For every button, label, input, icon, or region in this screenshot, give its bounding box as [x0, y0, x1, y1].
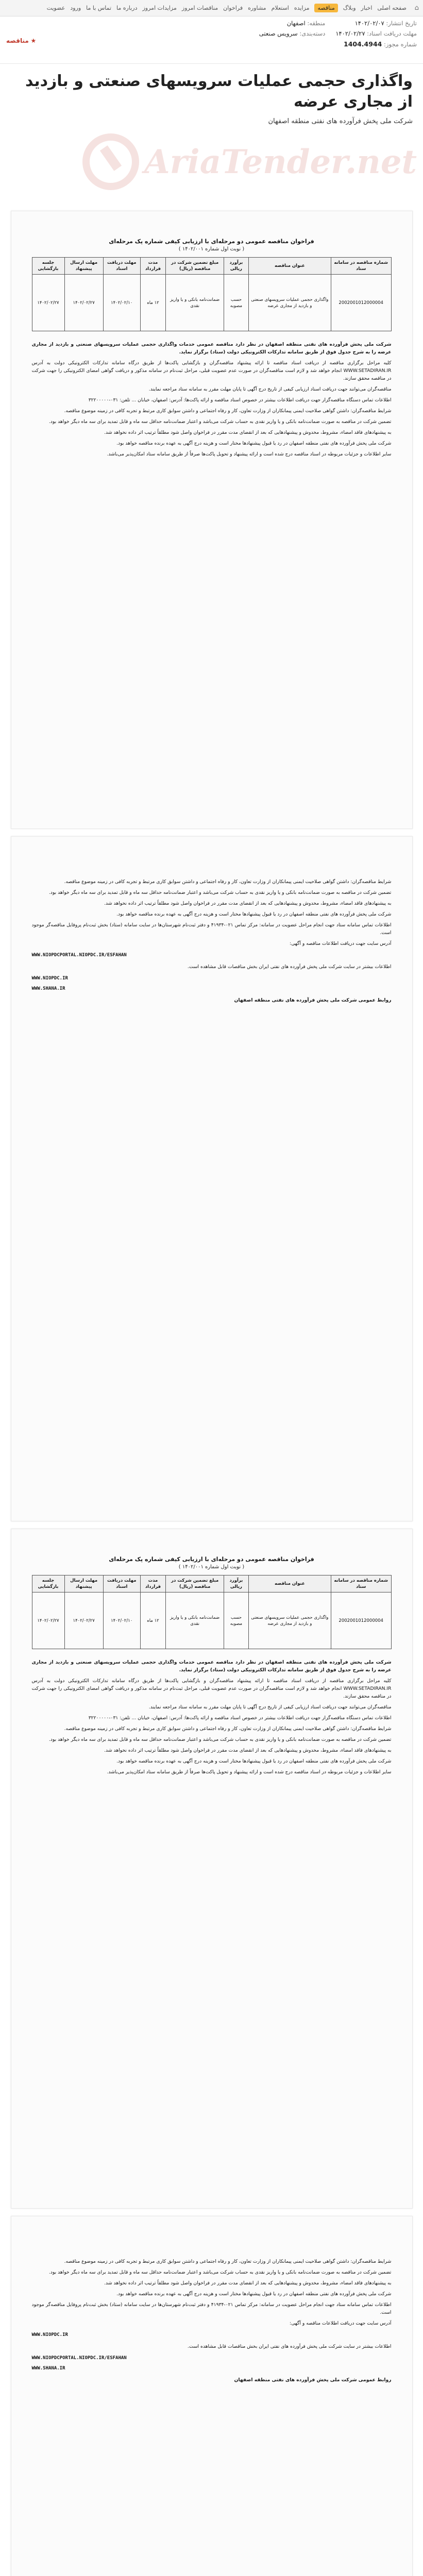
info-col-status — [6, 20, 36, 60]
table-cell: ضمانت‌نامه بانکی و یا واریز نقدی — [166, 275, 224, 331]
nav-item-news[interactable]: اخبار — [361, 5, 373, 11]
watermark — [82, 133, 417, 190]
watermark-text: AriaTender.net — [144, 142, 417, 181]
table-cell: 2002001012000004 — [331, 1592, 391, 1649]
table-header-row — [32, 258, 391, 275]
table-header: مدت قرارداد — [140, 258, 166, 275]
nav-item-today-auctions[interactable]: مزایدات امروز — [142, 5, 177, 11]
info-col-category — [259, 20, 326, 60]
doc-paragraph: سایر اطلاعات و جزئیات مربوطه در اسناد مناقصه درج شده است و ارائه پیشنهاد و تحویل پاکت‌ها صرفاً از طریق سامانه ستاد امکان‌پذیر می‌باشد. — [107, 1769, 392, 1775]
doc-paragraph: سایر اطلاعات و جزئیات مربوطه در اسناد مناقصه درج شده است و ارائه پیشنهاد و تحویل پاکت‌ها صرفاً از طریق سامانه ستاد امکان‌پذیر می‌باشد. — [107, 451, 392, 457]
deadline-label: مهلت دریافت اسناد: — [367, 30, 417, 37]
table-header: جلسه بازگشایی — [32, 1575, 64, 1592]
table-row — [32, 1592, 391, 1649]
doc-paragraph: مناقصه‌گران می‌توانند جهت دریافت اسناد ارزیابی کیفی از تاریخ درج آگهی تا پایان مهلت مقرر به سامانه ستاد مراجعه نمایند. — [148, 386, 392, 392]
nav-item-home[interactable]: صفحه اصلی — [377, 5, 407, 11]
nav-item-contact[interactable]: تماس با ما — [86, 5, 112, 11]
doc-paragraph: شرکت ملی پخش فرآورده های نفتی منطقه اصفهان در رد یا قبول پیشنهادها مختار است و هزینه درج آگهی به عهده برنده مناقصه خواهد بود. — [116, 911, 392, 917]
doc-link[interactable]: WWW.NIOPDCPORTAL.NIOPDC.IR/ESFAHAN — [31, 953, 127, 958]
table-header: عنوان مناقصه — [248, 1575, 331, 1592]
nav-item-consult[interactable]: مشاوره — [248, 5, 266, 11]
table-cell: حسب مصوبه — [224, 275, 249, 331]
table-header: مدت قرارداد — [140, 1575, 166, 1592]
table-header: برآورد ریالی — [224, 258, 249, 275]
tender-number: 1404.4944 — [344, 40, 382, 48]
page-title: واگذاری حجمی عملیات سرویسهای صنعتی و بازدید از مجاری عرضه — [25, 72, 413, 111]
doc-paragraph: اطلاعات تماس دستگاه مناقصه‌گزار جهت دریافت اطلاعات بیشتر در خصوص اسناد مناقصه و ارائه پاکت‌ها: آدرس: اصفهان، خیابان ... تلفن: ۰۳۱-۳۲۲۰۰۰۰۰ — [88, 397, 392, 403]
doc-paragraph: تضمین شرکت در مناقصه به صورت ضمانت‌نامه بانکی و یا واریز نقدی به حساب شرکت می‌باشد و اعتبار ضمانت‌نامه حداقل سه ماه و قابل تمدید برای سه ماه دیگر خواهد بود. — [48, 1737, 392, 1742]
nav-item-inquiry[interactable]: استعلام — [271, 5, 289, 11]
table-cell: ضمانت‌نامه بانکی و یا واریز نقدی — [166, 1592, 224, 1649]
nav-item-register[interactable]: عضویت — [46, 5, 65, 11]
doc-paragraph: به پیشنهادهای فاقد امضاء، مشروط، مخدوش و پیشنهادهایی که بعد از انقضای مدت مقرر در فراخوان واصل شود مطلقاً ترتیب اثر داده نخواهد شد. — [104, 430, 392, 435]
publish-date: ۱۴۰۲/۰۲/۰۷ — [354, 20, 384, 27]
table-cell: واگذاری حجمی عملیات سرویسهای صنعتی و بازدید از مجاری عرضه — [248, 1592, 331, 1649]
doc-body — [32, 878, 392, 1004]
doc-link[interactable]: WWW.NIOPDC.IR — [31, 2332, 68, 2337]
watermark-area — [0, 128, 423, 206]
doc-paragraph: کلیه مراحل برگزاری مناقصه از دریافت اسناد مناقصه تا ارائه پیشنهاد مناقصه‌گران و بازگشایی پاکت‌ها از طریق درگاه سامانه تدارکات الکترونیکی دولت به آدرس WWW.SETADIRAN.IR انجام خواهد شد و لازم است مناقصه‌گران در صورت عدم عضویت قبلی، مراحل ثبت‌نام در سامانه مذکور و دریافت گواهی امضای الکترونیکی را جهت شرکت در مناقصه محقق سازند. — [31, 1678, 392, 1699]
doc-paragraph: آدرس سایت جهت دریافت اطلاعات مناقصه و آگهی: — [290, 941, 392, 946]
doc-link[interactable]: WWW.NIOPDC.IR — [31, 976, 68, 981]
table-header: مهلت دریافت اسناد — [103, 258, 140, 275]
nav-item-about[interactable]: درباره ما — [116, 5, 138, 11]
table-cell: ۱۲ ماه — [140, 275, 166, 331]
doc-paragraph: مناقصه‌گران می‌توانند جهت دریافت اسناد ارزیابی کیفی از تاریخ درج آگهی تا پایان مهلت مقرر به سامانه ستاد مراجعه نمایند. — [148, 1704, 392, 1710]
table-header: عنوان مناقصه — [248, 258, 331, 275]
doc-paragraph: تضمین شرکت در مناقصه به صورت ضمانت‌نامه بانکی و یا واریز نقدی به حساب شرکت می‌باشد و اعتبار ضمانت‌نامه حداقل سه ماه و قابل تمدید برای سه ماه دیگر خواهد بود. — [48, 419, 392, 425]
doc-paragraph: کلیه مراحل برگزاری مناقصه از دریافت اسناد مناقصه تا ارائه پیشنهاد مناقصه‌گران و بازگشایی پاکت‌ها از طریق درگاه سامانه تدارکات الکترونیکی دولت به آدرس WWW.SETADIRAN.IR انجام خواهد شد و لازم است مناقصه‌گران در صورت عدم عضویت قبلی، مراحل ثبت‌نام در سامانه مذکور و دریافت گواهی امضای الکترونیکی را جهت شرکت در مناقصه محقق سازند. — [31, 360, 392, 381]
table-header: مبلغ تضمین شرکت در مناقصه (ریال) — [166, 258, 224, 275]
page-subtitle: شرکت ملی پخش فرآورده های نفتی منطقه اصفهان — [268, 117, 413, 125]
document-page-1 — [11, 211, 413, 829]
doc-paragraph: تضمین شرکت در مناقصه به صورت ضمانت‌نامه بانکی و یا واریز نقدی به حساب شرکت می‌باشد و اعتبار ضمانت‌نامه حداقل سه ماه و قابل تمدید برای سه ماه دیگر خواهد بود. — [48, 2269, 392, 2275]
table-row — [32, 275, 391, 331]
nav-item-auction[interactable]: مزایده — [294, 5, 310, 11]
doc-paragraph: آدرس سایت جهت دریافت اطلاعات مناقصه و آگهی: — [290, 2320, 392, 2326]
table-cell: ۱۴۰۲/۰۲/۲۷ — [64, 275, 103, 331]
table-cell: ۱۲ ماه — [140, 1592, 166, 1649]
table-cell: ۱۴۰۲/۰۲/۱۰ — [103, 1592, 140, 1649]
doc-paragraph: به پیشنهادهای فاقد امضاء، مشروط، مخدوش و پیشنهادهایی که بعد از انقضای مدت مقرر در فراخوان واصل شود مطلقاً ترتیب اثر داده نخواهد شد. — [104, 1748, 392, 1753]
doc-link[interactable]: WWW.NIOPDCPORTAL.NIOPDC.IR/ESFAHAN — [31, 2355, 127, 2361]
doc-paragraph: اطلاعات بیشتر در سایت شرکت ملی پخش فرآورده های نفتی ایران بخش مناقصات قابل مشاهده است. — [187, 964, 392, 970]
doc-signature: روابط عمومی شرکت ملی پخش فرآورده های نفتی منطقه اصفهان — [234, 997, 392, 1003]
doc-heading: فراخوان مناقصه عمومی دو مرحله‌ای با ارزیابی کیفی شماره پک مرحله‌ای — [109, 238, 314, 245]
table-cell: حسب مصوبه — [224, 1592, 249, 1649]
status-badge: مناقصه — [6, 37, 29, 44]
doc-body — [32, 1658, 392, 1776]
title-block — [0, 64, 423, 128]
table-cell: 2002001012000004 — [331, 275, 391, 331]
document-page-3 — [11, 1529, 413, 2209]
doc-paragraph: شرکت ملی پخش فرآورده های نفتی منطقه اصفهان در رد یا قبول پیشنهادها مختار است و هزینه درج آگهی به عهده برنده مناقصه خواهد بود. — [116, 1758, 392, 1764]
table-cell: ۱۴۰۲/۰۲/۲۷ — [32, 275, 64, 331]
doc-paragraph: به پیشنهادهای فاقد امضاء، مشروط، مخدوش و پیشنهادهایی که بعد از انقضای مدت مقرر در فراخوان واصل شود مطلقاً ترتیب اثر داده نخواهد شد. — [104, 901, 392, 906]
doc-paragraph: شرایط مناقصه‌گران: داشتن گواهی صلاحیت ایمنی پیمانکاران از وزارت تعاون، کار و رفاه اجتماعی و داشتن سوابق کاری مرتبط و تجربه کافی در زمینه موضوع مناقصه. — [64, 879, 392, 885]
top-nav — [0, 0, 423, 16]
doc-paragraph: اطلاعات تماس دستگاه مناقصه‌گزار جهت دریافت اطلاعات بیشتر در خصوص اسناد مناقصه و ارائه پاکت‌ها: آدرس: اصفهان، خیابان ... تلفن: ۰۳۱-۳۲۲۰۰۰۰۰ — [88, 1715, 392, 1721]
table-header: مهلت ارسال پیشنهاد — [64, 258, 103, 275]
doc-subheading: ( نوبت اول شماره ۱۴۰۲/۰۰۱ ) — [178, 246, 245, 252]
star-icon: ★ — [30, 37, 37, 44]
doc-link[interactable]: WWW.SHANA.IR — [31, 2366, 65, 2371]
doc-paragraph: به پیشنهادهای فاقد امضاء، مشروط، مخدوش و پیشنهادهایی که بعد از انقضای مدت مقرر در فراخوان واصل شود مطلقاً ترتیب اثر داده نخواهد شد. — [104, 2280, 392, 2286]
table-header: شماره مناقصه در سامانه ستاد — [331, 1575, 391, 1592]
tender-info — [0, 16, 423, 64]
doc-paragraph: اطلاعات بیشتر در سایت شرکت ملی پخش فرآورده های نفتی ایران بخش مناقصات قابل مشاهده است. — [187, 2344, 392, 2349]
doc-signature: روابط عمومی شرکت ملی پخش فرآورده های نفتی منطقه اصفهان — [234, 2377, 392, 2383]
number-label: شماره مجوز: — [384, 41, 417, 48]
nav-item-call[interactable]: فراخوان — [223, 5, 243, 11]
table-cell: ۱۴۰۲/۰۲/۱۰ — [103, 275, 140, 331]
doc-paragraph: شرایط مناقصه‌گران: داشتن گواهی صلاحیت ایمنی پیمانکاران از وزارت تعاون، کار و رفاه اجتماعی و داشتن سوابق کاری مرتبط و تجربه کافی در زمینه موضوع مناقصه. — [64, 1726, 392, 1732]
nav-item-tender[interactable]: مناقصه — [314, 4, 337, 12]
doc-paragraph: اطلاعات تماس سامانه ستاد جهت انجام مراحل عضویت در سامانه: مرکز تماس ۰۲۱-۴۱۹۳۴ و دفتر ثبت‌نام شهرستان‌ها در سایت سامانه (ستاد) بخش ثبت‌نام پروفایل مناقصه‌گر موجود است. — [31, 2302, 392, 2315]
publish-date-label: تاریخ انتشار: — [386, 20, 417, 27]
doc-subheading: ( نوبت اول شماره ۱۴۰۲/۰۰۱ ) — [178, 1564, 245, 1570]
doc-link[interactable]: WWW.SHANA.IR — [31, 986, 65, 991]
tender-table — [32, 1575, 392, 1649]
doc-paragraph: شرکت ملی پخش فرآورده های نفتی منطقه اصفهان در نظر دارد مناقصه عمومی خدمات واگذاری حجمی عملیات سرویسهای صنعتی و بازدید از مجاری عرضه را به شرح جدول فوق از طریق سامانه تدارکات الکترونیکی دولت (ستاد) برگزار نماید. — [31, 1659, 392, 1673]
ariatender-logo-icon — [82, 133, 139, 190]
category-value[interactable]: سرویس صنعتی — [259, 30, 298, 37]
doc-paragraph: شرکت ملی پخش فرآورده های نفتی منطقه اصفهان در رد یا قبول پیشنهادها مختار است و هزینه درج آگهی به عهده برنده مناقصه خواهد بود. — [116, 440, 392, 446]
nav-item-blog[interactable]: وبلاگ — [343, 5, 356, 11]
table-header: شماره مناقصه در سامانه ستاد — [331, 258, 391, 275]
home-icon[interactable]: ⌂ — [414, 4, 419, 12]
table-header: برآورد ریالی — [224, 1575, 249, 1592]
doc-body — [32, 341, 392, 458]
table-header: جلسه بازگشایی — [32, 258, 64, 275]
region-label: منطقه: — [307, 20, 326, 27]
table-cell: ۱۴۰۲/۰۲/۲۷ — [32, 1592, 64, 1649]
table-header: مبلغ تضمین شرکت در مناقصه (ریال) — [166, 1575, 224, 1592]
table-header: مهلت دریافت اسناد — [103, 1575, 140, 1592]
table-cell: ۱۴۰۲/۰۲/۲۷ — [64, 1592, 103, 1649]
document-page-2 — [11, 836, 413, 1521]
document-page-4 — [11, 2216, 413, 2576]
tender-table — [32, 257, 392, 331]
region-value[interactable]: اصفهان — [286, 20, 306, 27]
table-cell: واگذاری حجمی عملیات سرویسهای صنعتی و بازدید از مجاری عرضه — [248, 275, 331, 331]
nav-item-login[interactable]: ورود — [70, 5, 81, 11]
category-label: دسته‌بندی: — [299, 30, 326, 37]
doc-paragraph: اطلاعات تماس سامانه ستاد جهت انجام مراحل عضویت در سامانه: مرکز تماس ۰۲۱-۴۱۹۳۴ و دفتر ثبت‌نام شهرستان‌ها در سایت سامانه (ستاد) بخش ثبت‌نام پروفایل مناقصه‌گر موجود است. — [31, 922, 392, 936]
doc-body — [32, 2258, 392, 2384]
info-col-dates — [335, 20, 417, 60]
table-header-row — [32, 1575, 391, 1592]
nav-item-today-tenders[interactable]: مناقصات امروز — [181, 5, 218, 11]
doc-paragraph: شرکت ملی پخش فرآورده های نفتی منطقه اصفهان در رد یا قبول پیشنهادها مختار است و هزینه درج آگهی به عهده برنده مناقصه خواهد بود. — [116, 2291, 392, 2297]
table-header: مهلت ارسال پیشنهاد — [64, 1575, 103, 1592]
doc-paragraph: شرایط مناقصه‌گران: داشتن گواهی صلاحیت ایمنی پیمانکاران از وزارت تعاون، کار و رفاه اجتماعی و داشتن سوابق کاری مرتبط و تجربه کافی در زمینه موضوع مناقصه. — [64, 408, 392, 414]
doc-heading: فراخوان مناقصه عمومی دو مرحله‌ای با ارزیابی کیفی شماره پک مرحله‌ای — [109, 1556, 314, 1563]
doc-paragraph: تضمین شرکت در مناقصه به صورت ضمانت‌نامه بانکی و یا واریز نقدی به حساب شرکت می‌باشد و اعتبار ضمانت‌نامه حداقل سه ماه و قابل تمدید برای سه ماه دیگر خواهد بود. — [48, 890, 392, 895]
deadline-date: ۱۴۰۲/۰۲/۲۷ — [335, 30, 365, 37]
doc-paragraph: شرایط مناقصه‌گران: داشتن گواهی صلاحیت ایمنی پیمانکاران از وزارت تعاون، کار و رفاه اجتماعی و داشتن سوابق کاری مرتبط و تجربه کافی در زمینه موضوع مناقصه. — [64, 2259, 392, 2264]
doc-paragraph: شرکت ملی پخش فرآورده های نفتی منطقه اصفهان در نظر دارد مناقصه عمومی خدمات واگذاری حجمی عملیات سرویسهای صنعتی و بازدید از مجاری عرضه را به شرح جدول فوق از طریق سامانه تدارکات الکترونیکی دولت (ستاد) برگزار نماید. — [31, 342, 392, 355]
